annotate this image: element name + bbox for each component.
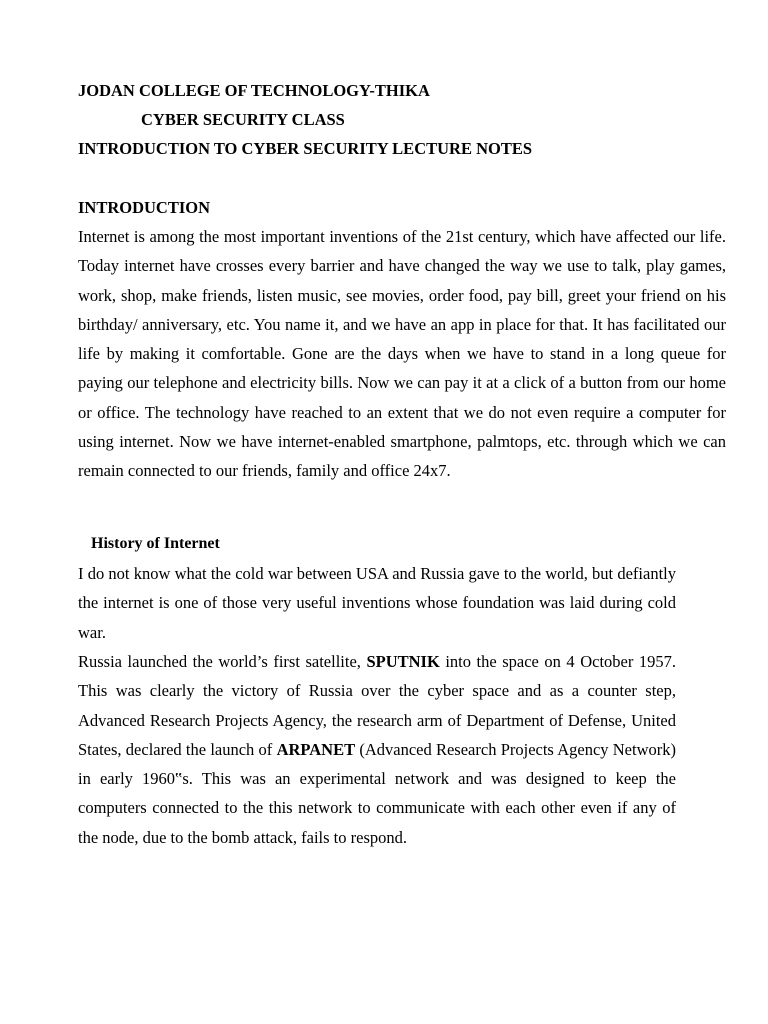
history-heading: History of Internet [91,535,220,552]
history-paragraph-2 [78,647,676,852]
history-paragraph-2-part-1: Russia launched the world’s first satellite, [78,652,367,671]
lecture-title: INTRODUCTION TO CYBER SECURITY LECTURE NOTES [78,139,533,158]
arpanet-term: ARPANET [276,739,356,759]
introduction-paragraph: Internet is among the most important inventions of the 21st century, which have affected our life. Today internet have crosses every barrier and have changed the way we use to talk, play games, work, shop, make friends, listen music, see movies, order food, pay bill, greet your friend on his birthday/ anniversary, etc. You name it, and we have an app in place for that. It has facilitated our life by making it comfortable. Gone are the days when we have to stand in a long queue for paying our telephone and electricity bills. Now we can pay it at a click of a button from our home or office. The technology have reached to an extent that we do not even require a computer for using internet. Now we have internet-enabled smartphone, palmtops, etc. through which we can remain connected to our friends, family and office 24x7. [78,227,726,481]
history-paragraph-2-part-2: into the space on 4 October 1957. This was clearly the victory of Russia over the cyber space and as a counter step, Advanced Research Projects Agency, the research arm of Department of Defense, United States, declared the launch of [78,652,677,759]
introduction-heading: INTRODUCTION [78,198,211,217]
class-heading: CYBER SECURITY CLASS [141,110,345,129]
history-paragraph-1: I do not know what the cold war between USA and Russia gave to the world, but defiantly the internet is one of those very useful inventions whose foundation was laid during cold war. [78,564,676,642]
institution-heading: JODAN COLLEGE OF TECHNOLOGY-THIKA [78,81,430,100]
history-paragraph-2-part-3: (Advanced Research Projects Agency Network) in early 1960‟s. This was an experimental network and was designed to keep the computers connected to the this network to communicate with each other even if any of the node, due to the bomb attack, fails to respond. [78,739,676,847]
sputnik-term: SPUTNIK [366,652,440,671]
